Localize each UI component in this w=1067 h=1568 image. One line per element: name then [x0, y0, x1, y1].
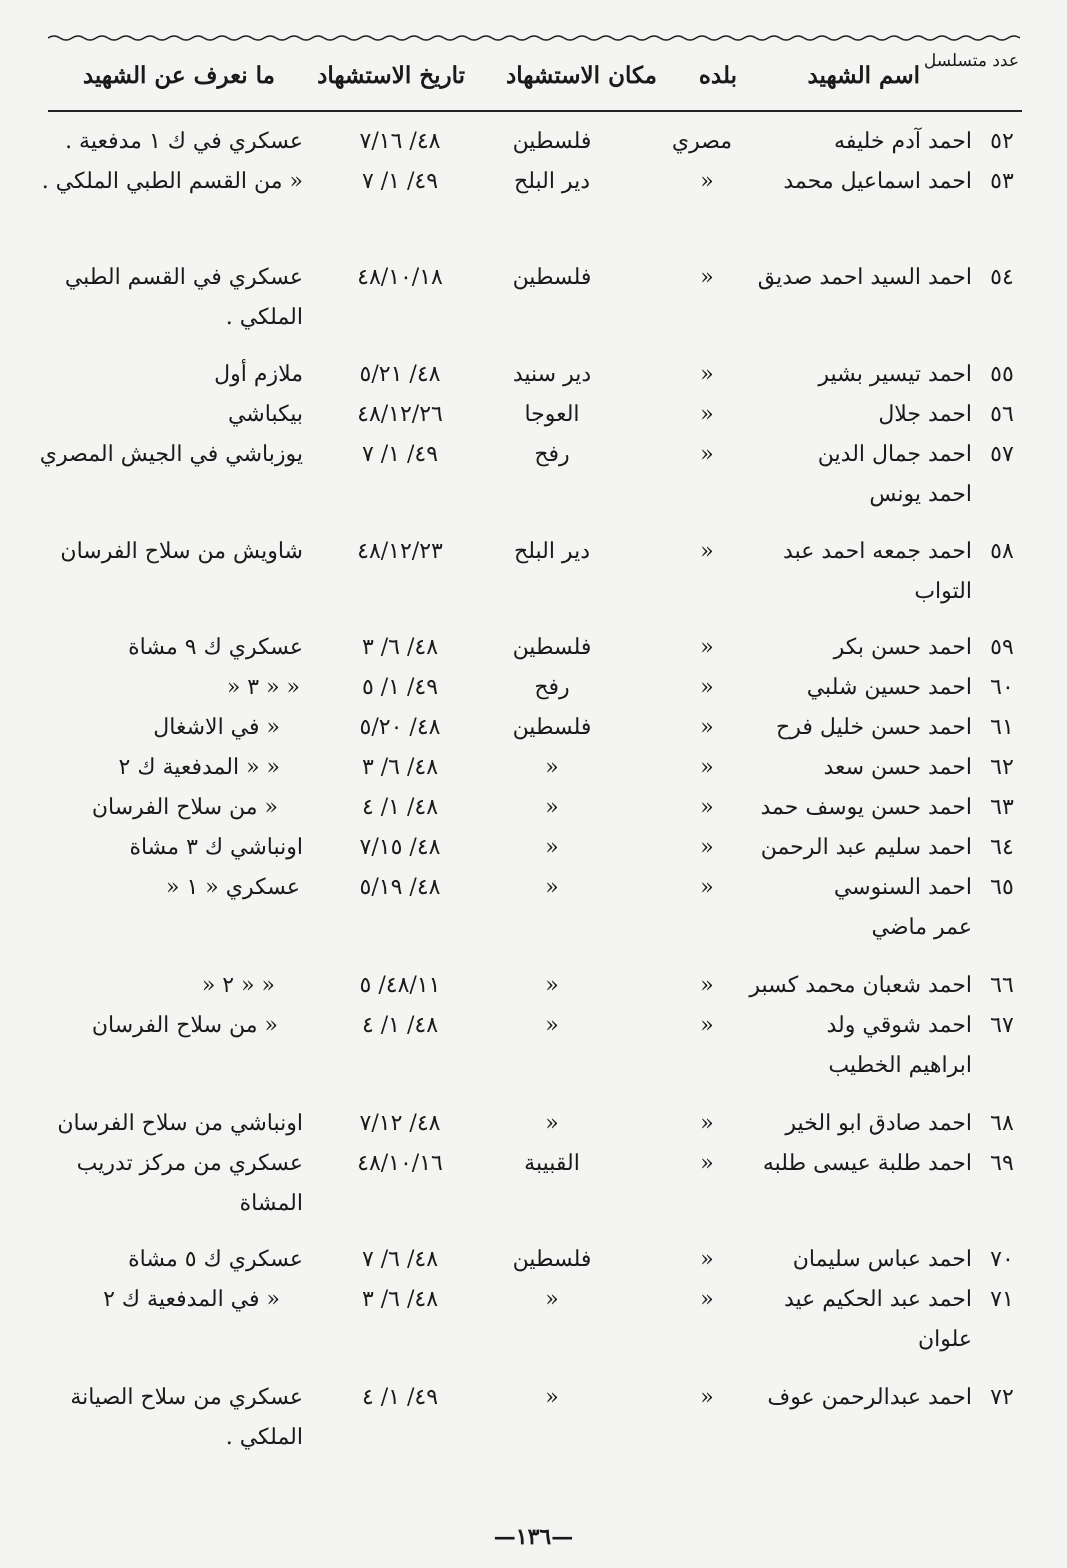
row-number: ٦٠	[990, 675, 1014, 700]
row-date: ٤٨/١٢/٢٦	[357, 402, 443, 427]
row-country: «	[700, 442, 714, 467]
row-place: فلسطين	[512, 635, 592, 660]
row-info: عسكري من سلاح الصيانة الملكي .	[70, 1385, 303, 1450]
row-number: ٦٧	[990, 1013, 1014, 1038]
row-place: دير البلح	[514, 539, 590, 564]
row-date: ٤٨/ ٦/ ٣	[361, 1287, 439, 1312]
row-name: احمد صادق ابو الخير	[785, 1111, 972, 1136]
row-number: ٥٧	[990, 442, 1014, 467]
row-info: عسكري « ١ «	[166, 875, 300, 900]
row-country: «	[700, 1287, 714, 1312]
row-name: احمد شوقي ولد ابراهيم الخطيب	[826, 1013, 972, 1078]
row-place: فلسطين	[512, 129, 592, 154]
row-country: «	[700, 362, 714, 387]
row-place: «	[545, 835, 559, 860]
row-date: ٤٩/ ١/ ٤	[361, 1385, 439, 1410]
row-number: ٥٣	[990, 169, 1014, 194]
row-place: «	[545, 1111, 559, 1136]
row-name: احمد عباس سليمان	[792, 1247, 972, 1272]
row-place: فلسطين	[512, 265, 592, 290]
row-number: ٦٦	[990, 973, 1014, 998]
row-date: ٤٨/١٠/١٦	[357, 1151, 443, 1176]
row-country: «	[700, 1247, 714, 1272]
row-place: دير سنيد	[512, 362, 592, 387]
row-country: «	[700, 675, 714, 700]
row-number: ٦٩	[990, 1151, 1014, 1176]
row-place: «	[545, 875, 559, 900]
row-country: «	[700, 715, 714, 740]
row-place: القبيبة	[524, 1151, 580, 1176]
row-name: احمد جمال الدين احمد يونس	[817, 442, 972, 507]
header-country: بلده	[698, 62, 737, 89]
row-info: عسكري في ك ١ مدفعية .	[65, 129, 303, 154]
row-date: ٤٨/١٢/٢٣	[357, 539, 443, 564]
row-info: اونباشي من سلاح الفرسان	[57, 1111, 303, 1136]
row-number: ٥٥	[990, 362, 1014, 387]
row-country: «	[700, 795, 714, 820]
row-name: احمد حسن سعد	[823, 755, 972, 780]
row-name: احمد عبدالرحمن عوف	[767, 1385, 972, 1410]
row-number: ٦٤	[990, 835, 1014, 860]
row-place: العوجا	[524, 402, 580, 427]
row-info: اونباشي ك ٣ مشاة	[129, 835, 303, 860]
row-number: ٦٣	[990, 795, 1014, 820]
row-place: دير البلح	[514, 169, 590, 194]
row-place: «	[545, 755, 559, 780]
row-info: « « ٢ «	[201, 973, 275, 998]
row-number: ٦٨	[990, 1111, 1014, 1136]
row-number: ٥٤	[990, 265, 1014, 290]
row-info: يوزباشي في الجيش المصري	[39, 442, 303, 467]
row-country: «	[700, 1111, 714, 1136]
row-date: ٤٨/ ٥/١٩	[359, 875, 441, 900]
row-date: ٤٨/ ١/ ٤	[361, 795, 439, 820]
row-info: شاويش من سلاح الفرسان	[60, 539, 303, 564]
row-place: «	[545, 973, 559, 998]
row-country: «	[700, 1013, 714, 1038]
row-name: احمد عبد الحكيم عيد علوان	[783, 1287, 972, 1352]
row-place: «	[545, 1385, 559, 1410]
row-place: رفح	[534, 442, 570, 467]
row-number: ٧٠	[990, 1247, 1014, 1272]
row-country: «	[700, 755, 714, 780]
header-serial: عدد متسلسل	[923, 51, 1019, 71]
row-name: احمد حسن بكر	[833, 635, 972, 660]
header-place: مكان الاستشهاد	[505, 62, 657, 89]
row-info: « في الاشغال	[153, 715, 280, 740]
row-country: «	[700, 973, 714, 998]
row-info: « من سلاح الفرسان	[91, 795, 278, 820]
row-number: ٥٨	[990, 539, 1014, 564]
row-info: بيكباشي	[227, 402, 303, 427]
header-name: اسم الشهيد	[807, 62, 920, 89]
row-country: مصري	[671, 129, 733, 154]
row-date: ٤٨/ ٧/١٦	[359, 129, 441, 154]
row-name: احمد آدم خليفه	[834, 129, 972, 154]
row-name: احمد سليم عبد الرحمن	[760, 835, 972, 860]
row-name: احمد تيسير بشير	[818, 362, 972, 387]
row-number: ٦٥	[990, 875, 1014, 900]
row-country: «	[700, 265, 714, 290]
row-date: ٤٨/ ١/ ٤	[361, 1013, 439, 1038]
row-number: ٧٢	[990, 1385, 1014, 1410]
row-country: «	[700, 1151, 714, 1176]
row-info: عسكري في القسم الطبي الملكي .	[64, 265, 303, 330]
row-number: ٦٢	[990, 755, 1014, 780]
row-number: ٥٩	[990, 635, 1014, 660]
row-date: ٤٨/ ٧/١٥	[359, 835, 441, 860]
row-number: ٥٢	[990, 129, 1014, 154]
row-date: ٤٨/ ٧/١٢	[359, 1111, 441, 1136]
row-date: ٤٨/١٠/١٨	[357, 265, 443, 290]
row-country: «	[700, 635, 714, 660]
row-country: «	[700, 402, 714, 427]
row-info: « من سلاح الفرسان	[91, 1013, 278, 1038]
row-info: عسكري من مركز تدريب المشاة	[76, 1151, 303, 1216]
row-date: ٤٩/ ١/ ٧	[361, 442, 439, 467]
row-country: «	[700, 539, 714, 564]
row-country: «	[700, 169, 714, 194]
row-name: احمد السنوسي عمر ماضي	[833, 875, 972, 940]
page-number: —١٣٦—	[493, 1524, 574, 1550]
row-name: احمد جلال	[878, 402, 972, 427]
row-name: احمد جمعه احمد عبد التواب	[783, 539, 972, 604]
row-country: «	[700, 835, 714, 860]
row-info: « « المدفعية ك ٢	[118, 755, 280, 780]
row-place: رفح	[534, 675, 570, 700]
row-name: احمد شعبان محمد كسبر	[749, 973, 972, 998]
header-info: ما نعرف عن الشهيد	[82, 62, 275, 89]
row-place: «	[545, 795, 559, 820]
row-name: احمد اسماعيل محمد	[783, 169, 972, 194]
row-info: « « ٣ «	[226, 675, 300, 700]
row-number: ٥٦	[990, 402, 1014, 427]
row-info: عسكري ك ٥ مشاة	[128, 1247, 303, 1272]
row-date: ٤٨/١١/ ٥	[359, 973, 441, 998]
row-name: احمد حسن يوسف حمد	[760, 795, 972, 820]
row-date: ٤٨/ ٦/ ٣	[361, 635, 439, 660]
header-date: تاريخ الاستشهاد	[317, 62, 465, 89]
row-place: فلسطين	[512, 715, 592, 740]
row-date: ٤٨/ ٦/ ٧	[361, 1247, 439, 1272]
row-name: احمد حسن خليل فرح	[776, 715, 972, 740]
row-country: «	[700, 875, 714, 900]
row-number: ٧١	[990, 1287, 1014, 1312]
row-info: عسكري ك ٩ مشاة	[128, 635, 303, 660]
row-place: «	[545, 1287, 559, 1312]
row-place: «	[545, 1013, 559, 1038]
row-date: ٤٩/ ١/ ٥	[361, 675, 439, 700]
row-date: ٤٨/ ٥/٢٠	[359, 715, 441, 740]
row-date: ٤٨/ ٥/٢١	[359, 362, 441, 387]
row-name: احمد السيد احمد صديق	[757, 265, 972, 290]
row-country: «	[700, 1385, 714, 1410]
row-info: « من القسم الطبي الملكي .	[41, 169, 303, 194]
row-info: ملازم أول	[214, 362, 303, 387]
row-date: ٤٩/ ١/ ٧	[361, 169, 439, 194]
row-number: ٦١	[990, 715, 1014, 740]
row-place: فلسطين	[512, 1247, 592, 1272]
row-name: احمد طلبة عيسى طلبه	[762, 1151, 972, 1176]
row-info: « في المدفعية ك ٢	[103, 1287, 280, 1312]
row-date: ٤٨/ ٦/ ٣	[361, 755, 439, 780]
row-name: احمد حسين شلبي	[806, 675, 972, 700]
